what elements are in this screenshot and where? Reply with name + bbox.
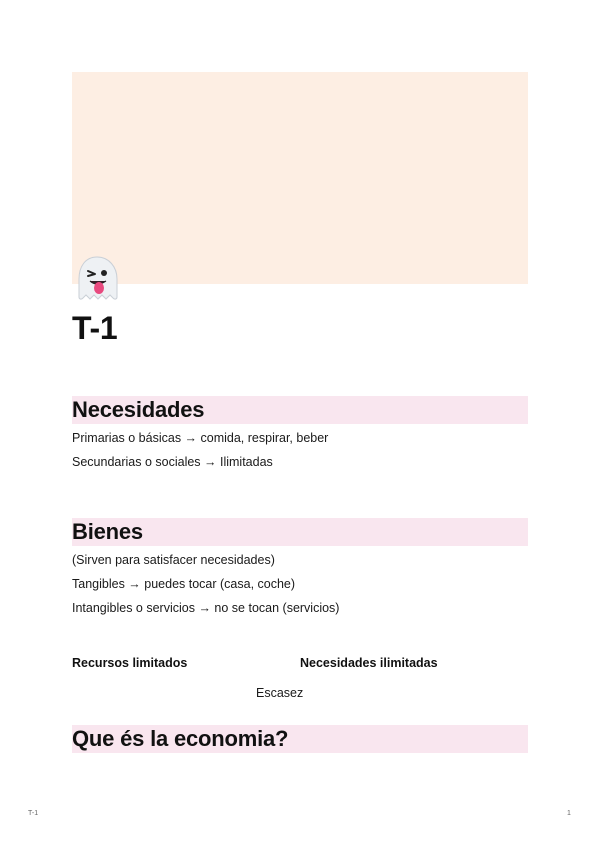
footer-title: T-1	[28, 810, 39, 817]
bienes-line-2: Tangibles → puedes tocar (casa, coche)	[72, 577, 296, 591]
footer-page-number: 1	[567, 810, 571, 817]
page-title: T-1	[72, 310, 118, 346]
ghost-icon	[73, 253, 121, 303]
escasez-text: Escasez	[256, 686, 304, 700]
bienes-line-3: Intangibles o servicios → no se tocan (servicios)	[72, 601, 340, 615]
necesidades-ilimitadas-label: Necesidades ilimitadas	[300, 656, 438, 670]
necesidades-line-1: Primarias o básicas → comida, respirar, beber	[72, 431, 329, 445]
recursos-limitados-label: Recursos limitados	[72, 656, 188, 670]
bienes-line-1: (Sirven para satisfacer necesidades)	[72, 553, 275, 567]
heading-economia: Que és la economia?	[72, 725, 528, 753]
heading-bienes: Bienes	[72, 518, 528, 546]
heading-necesidades: Necesidades	[72, 396, 528, 424]
necesidades-line-2: Secundarias o sociales → Ilimitadas	[72, 455, 273, 469]
cover-banner	[72, 72, 528, 284]
